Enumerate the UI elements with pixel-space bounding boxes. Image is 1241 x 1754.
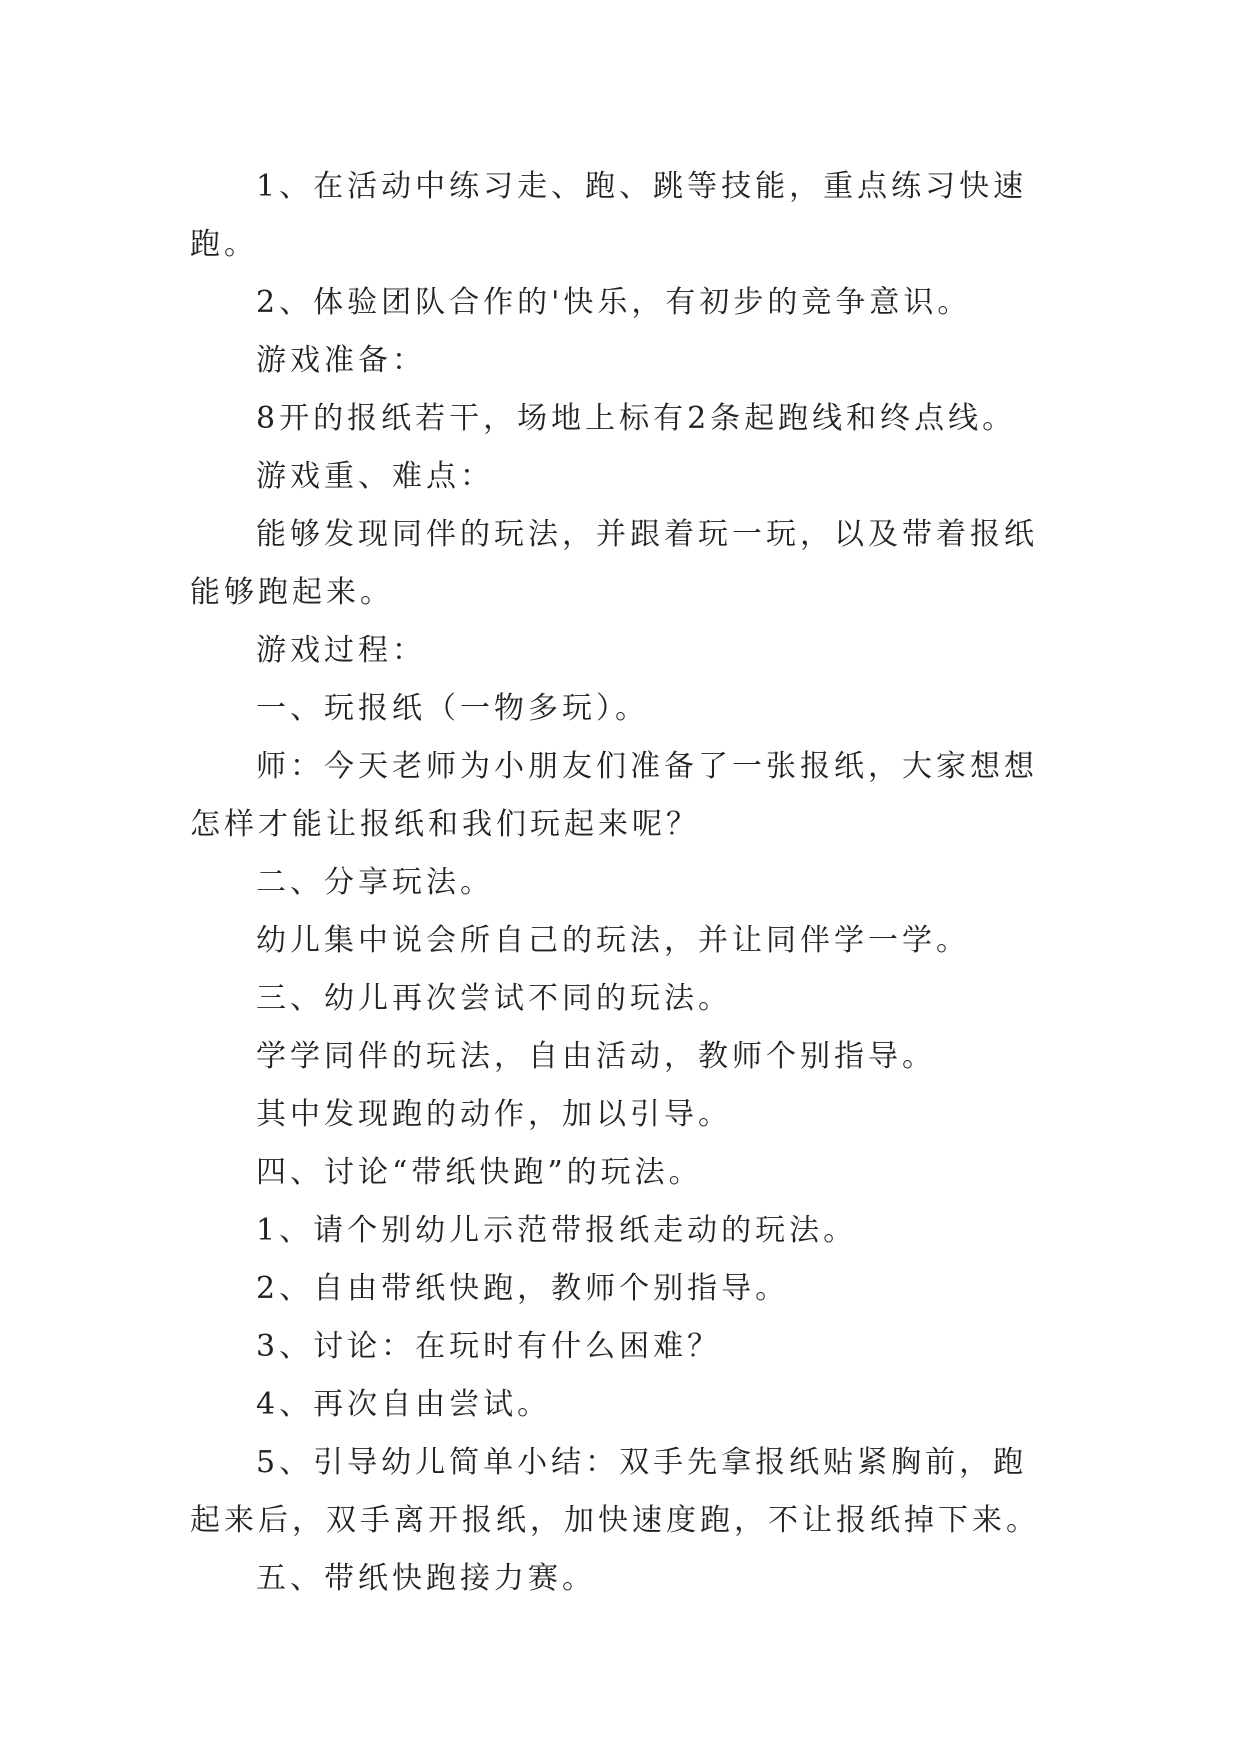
paragraph-key-points: 能够发现同伴的玩法，并跟着玩一玩，以及带着报纸能够跑起来。 (190, 517, 1038, 610)
paragraph-preparation: 8开的报纸若干，场地上标有2条起跑线和终点线。 (256, 401, 1017, 436)
heading-game-process: 游戏过程： (256, 633, 426, 668)
step-4-item-3: 3、讨论：在玩时有什么困难？ (256, 1329, 722, 1364)
step-2-heading: 二、分享玩法。 (256, 865, 494, 900)
step-4-heading: 四、讨论“带纸快跑”的玩法。 (256, 1155, 703, 1190)
step-1-heading: 一、玩报纸（一物多玩）。 (256, 691, 649, 726)
heading-game-preparation: 游戏准备： (256, 343, 426, 378)
step-4-item-2: 2、自由带纸快跑，教师个别指导。 (256, 1271, 790, 1306)
step-3-heading: 三、幼儿再次尝试不同的玩法。 (256, 981, 732, 1016)
paragraph-goal-1: 1、在活动中练习走、跑、跳等技能，重点练习快速跑。 (190, 169, 1028, 262)
step-4-item-1: 1、请个别幼儿示范带报纸走动的玩法。 (256, 1213, 858, 1248)
paragraph-goal-2: 2、体验团队合作的'快乐，有初步的竞争意识。 (256, 285, 972, 320)
heading-key-points: 游戏重、难点： (256, 459, 494, 494)
document-body (190, 158, 1060, 1608)
step-4-item-5: 5、引导幼儿简单小结：双手先拿报纸贴紧胸前，跑起来后，双手离开报纸，加快速度跑，不让报纸掉下来。 (190, 1445, 1040, 1538)
step-3-detail-2: 其中发现跑的动作，加以引导。 (256, 1097, 732, 1132)
step-2-detail: 幼儿集中说会所自己的玩法，并让同伴学一学。 (256, 923, 970, 958)
step-1-teacher-speech: 师：今天老师为小朋友们准备了一张报纸，大家想想怎样才能让报纸和我们玩起来呢？ (190, 749, 1038, 842)
step-4-item-4: 4、再次自由尝试。 (256, 1387, 552, 1422)
step-3-detail-1: 学学同伴的玩法，自由活动，教师个别指导。 (256, 1039, 936, 1074)
step-5-heading: 五、带纸快跑接力赛。 (256, 1561, 596, 1596)
